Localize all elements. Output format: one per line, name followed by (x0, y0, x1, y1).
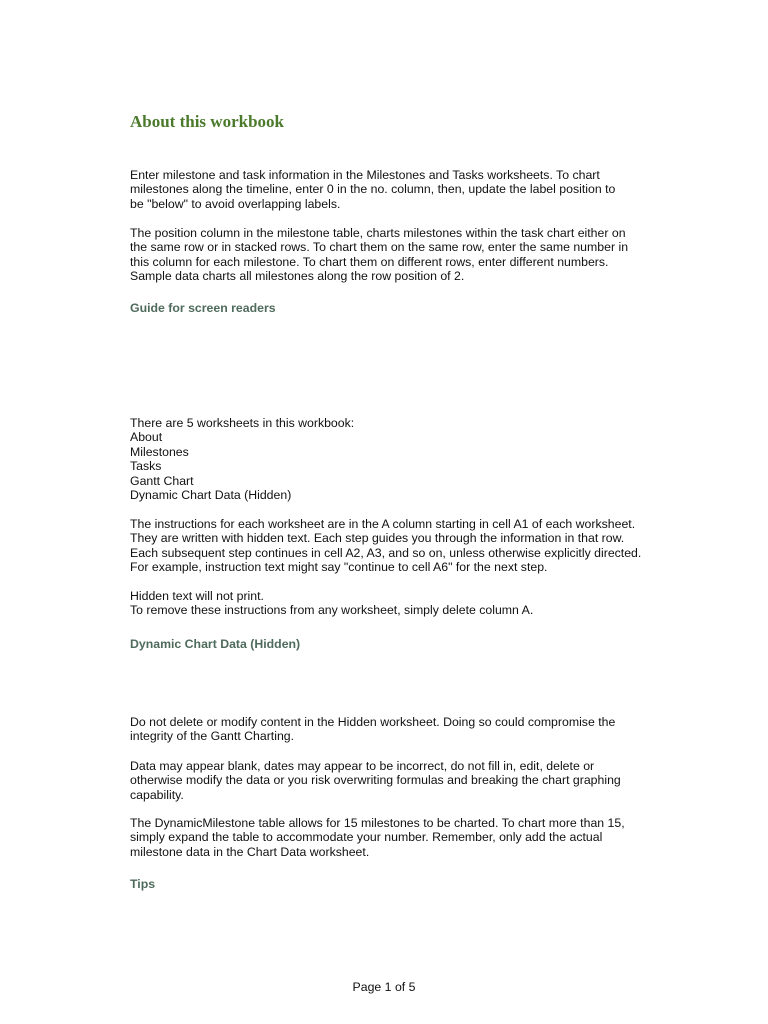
text-line: milestone data in the Chart Data worksheet. (130, 844, 370, 859)
instructions-paragraph (130, 517, 660, 575)
text-line: The instructions for each worksheet are in the A column starting in cell A1 of each worksheet. (130, 517, 636, 531)
hidden-text-paragraph (130, 589, 660, 618)
text-line: this column for each milestone. To chart them on different rows, enter different numbers. (130, 254, 609, 269)
section-heading-guide: Guide for screen readers (130, 301, 276, 315)
text-line: otherwise modify the data or you risk overwriting formulas and breaking the chart graphing (130, 773, 621, 788)
worksheet-list-intro: There are 5 worksheets in this workbook: (130, 416, 355, 430)
list-item: Milestones (130, 444, 189, 459)
text-line: capability. (130, 787, 184, 802)
hidden-paragraph-3 (130, 816, 660, 859)
text-line: Do not delete or modify content in the Hidden worksheet. Doing so could compromise the (130, 715, 616, 729)
section-heading-dynamic-chart-data: Dynamic Chart Data (Hidden) (130, 637, 301, 651)
text-line: They are written with hidden text. Each step guides you through the information in that row. (130, 531, 625, 546)
worksheet-list (130, 416, 660, 502)
text-line: Sample data charts all milestones along the row position of 2. (130, 269, 465, 284)
document-title: About this workbook (130, 112, 284, 131)
text-line: The position column in the milestone table, charts milestones within the task chart either on (130, 226, 626, 240)
text-line: be "below" to avoid overlapping labels. (130, 196, 341, 211)
text-line: simply expand the table to accommodate your number. Remember, only add the actual (130, 830, 603, 845)
text-line: Each subsequent step continues in cell A2, A3, and so on, unless otherwise explicitly directed. (130, 545, 642, 560)
hidden-paragraph-1 (130, 715, 660, 744)
section-heading-tips: Tips (130, 877, 156, 891)
list-item: Gantt Chart (130, 473, 194, 488)
text-line: Enter milestone and task information in the Milestones and Tasks worksheets. To chart (130, 168, 600, 182)
text-line: To remove these instructions from any worksheet, simply delete column A. (130, 603, 534, 618)
text-line: Data may appear blank, dates may appear to be incorrect, do not fill in, edit, delete or (130, 759, 595, 773)
text-line: The DynamicMilestone table allows for 15 milestones to be charted. To chart more than 15, (130, 816, 625, 830)
list-item: Dynamic Chart Data (Hidden) (130, 488, 292, 503)
text-line: milestones along the timeline, enter 0 in the no. column, then, update the label position to (130, 182, 616, 197)
text-line: Hidden text will not print. (130, 589, 264, 603)
hidden-paragraph-2 (130, 759, 660, 802)
intro-paragraph-2 (130, 226, 660, 284)
text-line: integrity of the Gantt Charting. (130, 729, 295, 744)
list-item: Tasks (130, 459, 162, 474)
intro-paragraph-1 (130, 168, 660, 211)
text-line: the same row or in stacked rows. To chart them on the same row, enter the same number in (130, 240, 629, 255)
list-item: About (130, 430, 163, 445)
text-line: For example, instruction text might say "continue to cell A6" for the next step. (130, 560, 548, 575)
page-number: Page 1 of 5 (352, 980, 416, 994)
